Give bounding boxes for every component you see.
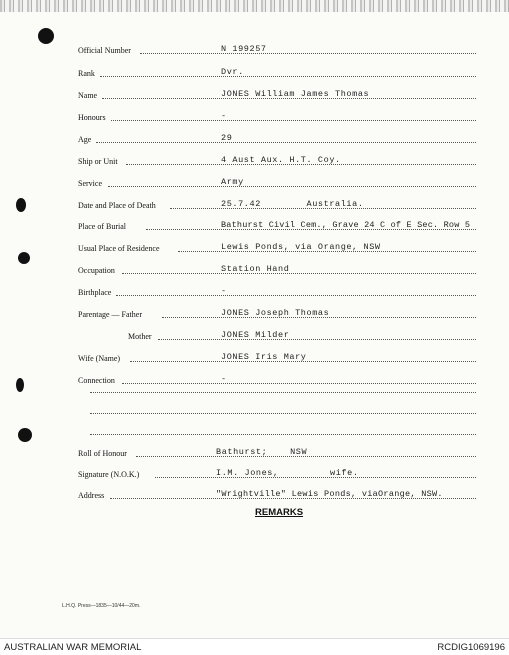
field-label: Ship or Unit	[78, 157, 118, 166]
field-name	[0, 89, 509, 105]
field-value: JONES Milder	[221, 330, 290, 340]
field-birthplace	[0, 286, 509, 302]
field-label: Parentage — Father	[78, 310, 142, 319]
field-label: Address	[78, 491, 105, 500]
field-value: N 199257	[221, 44, 267, 54]
field-label: Rank	[78, 69, 95, 78]
field-value: "Wrightville" Lewis Ponds, viaOrange, NSW.	[216, 489, 443, 499]
field-place-of-burial	[0, 220, 509, 236]
archive-footer	[0, 638, 509, 655]
field-value: -	[221, 286, 227, 296]
field-label: Signature (N.O.K.)	[78, 470, 140, 479]
field-leader	[140, 53, 476, 54]
blank-line	[90, 413, 476, 414]
blank-line	[90, 392, 476, 393]
field-value: Bathurst; NSW	[216, 447, 308, 457]
field-label: Mother	[128, 332, 152, 341]
field-label: Service	[78, 179, 102, 188]
field-value: 4 Aust Aux. H.T. Coy.	[221, 155, 341, 165]
field-official-number	[0, 44, 509, 60]
archive-name: AUSTRALIAN WAR MEMORIAL	[4, 642, 142, 653]
field-label: Usual Place of Residence	[78, 244, 160, 253]
field-roll-of-honour	[0, 447, 509, 463]
field-wife-name	[0, 352, 509, 368]
printer-imprint: L.H.Q. Press—1835—10/44—20m.	[62, 603, 141, 609]
field-age	[0, 133, 509, 149]
field-value: Bathurst Civil Cem., Grave 24 C of E Sec. Row 5	[221, 220, 471, 230]
field-leader	[122, 383, 476, 384]
field-leader	[158, 339, 476, 340]
field-label: Age	[78, 135, 92, 144]
field-value: 25.7.42 Australia.	[221, 199, 364, 209]
field-value: -	[221, 111, 227, 121]
field-address	[0, 489, 509, 505]
field-value: I.M. Jones, wife.	[216, 468, 359, 478]
field-service	[0, 177, 509, 193]
field-leader	[96, 142, 476, 143]
blank-line	[90, 434, 476, 435]
field-connection	[0, 374, 509, 390]
field-label: Place of Burial	[78, 222, 126, 231]
field-leader	[108, 186, 476, 187]
field-label: Birthplace	[78, 288, 112, 297]
field-label: Official Number	[78, 46, 131, 55]
field-leader	[116, 295, 476, 296]
field-value: Station Hand	[221, 264, 290, 274]
field-leader	[122, 273, 476, 274]
field-label: Wife (Name)	[78, 354, 121, 363]
field-parentage-father	[0, 308, 509, 324]
document-id: RCDIG1069196	[437, 642, 505, 653]
field-label: Date and Place of Death	[78, 201, 156, 210]
field-ship-or-unit	[0, 155, 509, 171]
field-parentage-mother	[0, 330, 509, 346]
field-occupation	[0, 264, 509, 280]
field-date-place-death	[0, 199, 509, 215]
field-honours	[0, 111, 509, 127]
field-value: Dvr.	[221, 67, 244, 77]
field-signature-nok	[0, 468, 509, 484]
field-value: JONES Iris Mary	[221, 352, 307, 362]
field-leader	[111, 120, 476, 121]
field-label: Occupation	[78, 266, 115, 275]
field-value: JONES Joseph Thomas	[221, 308, 330, 318]
field-value: JONES William James Thomas	[221, 89, 370, 99]
remarks-heading: REMARKS	[255, 507, 304, 518]
field-value: Army	[221, 177, 244, 187]
field-value: -	[221, 374, 227, 384]
field-label: Connection	[78, 376, 115, 385]
field-value: 29	[221, 133, 233, 143]
field-label: Name	[78, 91, 98, 100]
field-label: Roll of Honour	[78, 449, 127, 458]
field-leader	[100, 76, 476, 77]
field-rank	[0, 67, 509, 83]
field-value: Lewis Ponds, via Orange, NSW	[221, 242, 381, 252]
field-usual-residence	[0, 242, 509, 258]
field-label: Honours	[78, 113, 106, 122]
